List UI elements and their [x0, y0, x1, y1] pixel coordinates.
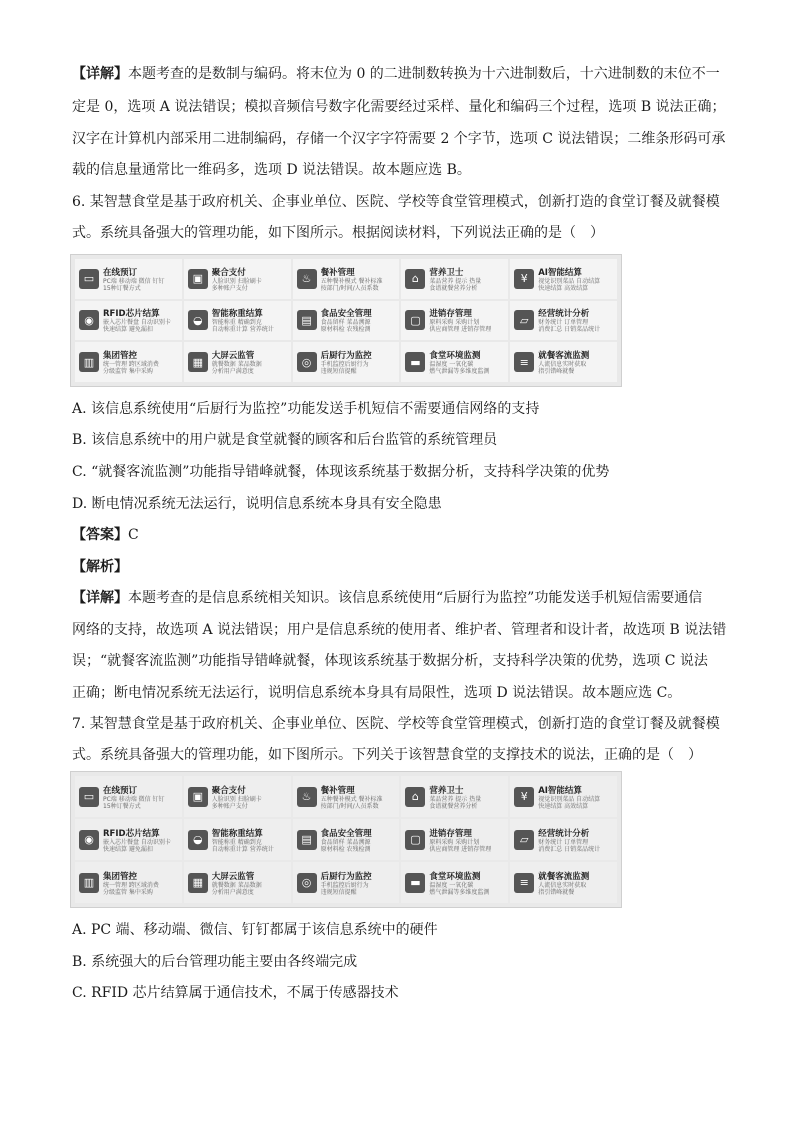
- feature-icon: ▥: [79, 352, 99, 372]
- feature-title: 就餐客流监测: [538, 351, 590, 362]
- feature-description: 就餐数据 菜品数据 分析用户满意度: [211, 361, 262, 376]
- feature-icon: ▬: [405, 352, 425, 372]
- option-c: C. “就餐客流监测”功能指导错峰就餐，体现该系统基于数据分析，支持科学决策的优势: [72, 464, 610, 480]
- feature-title: 大屏云监管: [211, 871, 255, 882]
- feature-icon: ◎: [297, 352, 317, 372]
- question-7-stem: 7. 某智慧食堂是基于政府机关、企事业单位、医院、学校等食堂管理模式，创新打造的食堂订餐及就餐模: [72, 716, 720, 732]
- feature-title: 聚合支付: [211, 785, 246, 796]
- explanation-line: 定是 0，选项 A 说法错误；模拟音频信号数字化需要经过采样、量化和编码三个过程，选项 B 说法正确；: [72, 99, 726, 115]
- feature-cell: [184, 259, 291, 299]
- feature-icon: ≡: [514, 873, 534, 893]
- feature-description: PC端 移动端 微信 钉钉 15种订餐方式: [103, 795, 165, 810]
- feature-title: 餐补管理: [320, 267, 355, 278]
- feature-description: 嵌入芯片餐盘 自动识别卡 快速结算 避免漏扣: [103, 319, 171, 334]
- feature-cell: [510, 819, 617, 860]
- feature-icon: ▣: [188, 787, 208, 807]
- explanation-line: 汉字在计算机内部采用二进制编码，存储一个汉字字符需要 2 个字节，选项 C 说法错误；二维条形码可承: [72, 131, 726, 147]
- feature-title: 智能称重结算: [211, 828, 263, 839]
- feature-icon: ▱: [514, 830, 534, 850]
- detail-line: 误；“就餐客流监测”功能指导错峰就餐，体现该系统基于数据分析，支持科学决策的优势，选项 C 说法: [72, 653, 708, 669]
- option-b: B. 系统强大的后台管理功能主要由各终端完成: [72, 954, 358, 970]
- feature-icon: ◉: [79, 310, 99, 330]
- option-a: A. 该信息系统使用“后厨行为监控”功能发送手机短信不需要通信网络的支持: [72, 401, 540, 417]
- feature-icon: ▤: [297, 830, 317, 850]
- feature-title: 在线预订: [103, 267, 138, 278]
- feature-icon: ▭: [79, 269, 99, 289]
- feature-description: 视觉识别菜品 自动结算 快速结算 高效结算: [538, 795, 601, 810]
- feature-title: 进销存管理: [429, 828, 472, 839]
- feature-cell: [293, 776, 400, 817]
- question-6-stem: 6. 某智慧食堂是基于政府机关、企事业单位、医院、学校等食堂管理模式，创新打造的食堂订餐及就餐模: [72, 194, 720, 210]
- feature-title: AI智能结算: [538, 785, 582, 796]
- feature-cell: [510, 301, 617, 341]
- feature-description: 人脸识别 扫脸刷卡 多种账户支付: [211, 795, 262, 810]
- feature-cell: [510, 776, 617, 817]
- feature-title: 大屏云监管: [211, 351, 255, 362]
- feature-cell: [293, 301, 400, 341]
- option-b: B. 该信息系统中的用户就是食堂就餐的顾客和后台监管的系统管理员: [72, 432, 498, 448]
- feature-cell: [401, 259, 508, 299]
- feature-description: 嵌入芯片餐盘 自动识别卡 快速结算 避免漏扣: [103, 838, 171, 853]
- feature-icon: ▢: [405, 830, 425, 850]
- feature-title: 智能称重结算: [211, 309, 263, 320]
- feature-title: 集团管控: [103, 871, 138, 882]
- feature-title: AI智能结算: [538, 267, 582, 278]
- feature-description: 财务统计 订单管理 消费汇总 日销菜品统计: [538, 838, 601, 853]
- feature-cell: [184, 776, 291, 817]
- feature-description: 智能称重 精确到克 自动称重计算 营养统计: [211, 319, 274, 334]
- option-a: A. PC 端、移动端、微信、钉钉都属于该信息系统中的硬件: [72, 922, 438, 938]
- feature-description: 智能称重 精确到克 自动称重计算 营养统计: [211, 838, 274, 853]
- feature-title: 后厨行为监控: [320, 351, 372, 362]
- feature-description: 人流信息实时获取 指引错峰就餐: [538, 881, 587, 896]
- feature-icon: ⌂: [405, 787, 425, 807]
- feature-description: 视觉识别菜品 自动结算 快速结算 高效结算: [538, 277, 601, 292]
- feature-title: 进销存管理: [429, 309, 472, 320]
- feature-icon: ▥: [79, 873, 99, 893]
- feature-description: 菜品营养 提示 热量 食谱就餐营养分析: [429, 277, 482, 292]
- feature-title: 在线预订: [103, 785, 138, 796]
- feature-description: 温湿度 一氧化碳 燃气泄漏等多维度监测: [429, 881, 490, 896]
- feature-cell: [293, 342, 400, 382]
- feature-icon: ◉: [79, 830, 99, 850]
- question-6-stem: 式。系统具备强大的管理功能，如下图所示。根据阅读材料，下列说法正确的是（ ）: [72, 225, 604, 241]
- feature-description: 原料采购 采购计划 供应商管理 进销存管理: [429, 838, 492, 853]
- feature-description: 人流信息实时获取 指引错峰就餐: [538, 361, 587, 376]
- feature-title: 食品安全管理: [320, 309, 372, 320]
- answer-line: [72, 525, 722, 545]
- analysis-tag: 【解析】: [72, 559, 128, 575]
- feature-cell: [184, 819, 291, 860]
- feature-icon: ◒: [188, 830, 208, 850]
- feature-description: PC端 移动端 微信 钉钉 15种订餐方式: [103, 277, 165, 292]
- feature-description: 五种餐补模式 餐补标准 按部门/时间/人员系数: [320, 277, 383, 292]
- feature-cell: [293, 862, 400, 903]
- feature-title: 经营统计分析: [538, 828, 590, 839]
- feature-cell: [75, 862, 182, 903]
- feature-title: 就餐客流监测: [538, 871, 590, 882]
- feature-cell: [184, 862, 291, 903]
- feature-icon: ♨: [297, 787, 317, 807]
- feature-cell: [75, 259, 182, 299]
- feature-description: 人脸识别 扫脸刷卡 多种账户支付: [211, 277, 262, 292]
- feature-description: 财务统计 订单管理 消费汇总 日销菜品统计: [538, 319, 601, 334]
- feature-icon: ♨: [297, 269, 317, 289]
- feature-title: RFID芯片结算: [103, 828, 160, 839]
- feature-description: 食品留样 菜品溯源 原材料检 农残检测: [320, 319, 371, 334]
- feature-cell: [75, 342, 182, 382]
- feature-title: 营养卫士: [429, 267, 464, 278]
- feature-cell: [293, 819, 400, 860]
- feature-icon: ▭: [79, 787, 99, 807]
- option-d: D. 断电情况系统无法运行，说明信息系统本身具有安全隐患: [72, 496, 442, 512]
- feature-cell: [401, 301, 508, 341]
- answer-tag: 【答案】: [72, 527, 128, 543]
- explanation-line: 【详解】本题考查的是数制与编码。将末位为 0 的二进制数转换为十六进制数后，十六进制数的末位不一: [72, 66, 720, 82]
- feature-description: 食品留样 菜品溯源 原材料检 农残检测: [320, 838, 371, 853]
- feature-description: 就餐数据 菜品数据 分析用户满意度: [211, 881, 262, 896]
- feature-icon: ⌂: [405, 269, 425, 289]
- detail-line: 正确；断电情况系统无法运行，说明信息系统本身具有局限性，选项 D 说法错误。故本题应选 C。: [72, 685, 682, 701]
- feature-title: 聚合支付: [211, 267, 246, 278]
- feature-cell: [510, 342, 617, 382]
- feature-description: 统一管理 跨区域消费 分级监管 集中采购: [103, 361, 159, 376]
- feature-description: 温湿度 一氧化碳 燃气泄漏等多维度监测: [429, 361, 490, 376]
- feature-icon: ≡: [514, 352, 534, 372]
- feature-cell: [75, 301, 182, 341]
- feature-title: 餐补管理: [320, 785, 355, 796]
- feature-title: 后厨行为监控: [320, 871, 372, 882]
- feature-icon: ▬: [405, 873, 425, 893]
- feature-icon: ◎: [297, 873, 317, 893]
- feature-description: 原料采购 采购计划 供应商管理 进销存管理: [429, 319, 492, 334]
- feature-grid-image: [70, 771, 622, 908]
- detail-line: 【详解】本题考查的是信息系统相关知识。该信息系统使用“后厨行为监控”功能发送手机短信需要通信: [72, 590, 703, 606]
- feature-cell: [401, 776, 508, 817]
- feature-title: 集团管控: [103, 351, 138, 362]
- feature-cell: [75, 776, 182, 817]
- feature-grid-image: [70, 254, 622, 387]
- detail-tag: 【详解】: [72, 590, 128, 606]
- feature-title: 经营统计分析: [538, 309, 590, 320]
- feature-cell: [510, 862, 617, 903]
- feature-icon: ◒: [188, 310, 208, 330]
- question-7-stem: 式。系统具备强大的管理功能，如下图所示。下列关于该智慧食堂的支撑技术的说法，正确的是（ ）: [72, 747, 702, 763]
- feature-description: 统一管理 跨区域消费 分级监管 集中采购: [103, 881, 159, 896]
- feature-cell: [401, 862, 508, 903]
- feature-title: 食堂环境监测: [429, 351, 481, 362]
- feature-title: 食堂环境监测: [429, 871, 481, 882]
- feature-icon: ¥: [514, 269, 534, 289]
- feature-title: 营养卫士: [429, 785, 464, 796]
- feature-cell: [510, 259, 617, 299]
- feature-icon: ▢: [405, 310, 425, 330]
- explanation-line: 载的信息量通常比一维码多，选项 D 说法错误。故本题应选 B。: [72, 162, 471, 178]
- option-c: C. RFID 芯片结算属于通信技术，不属于传感器技术: [72, 985, 399, 1001]
- answer-value: C: [128, 527, 139, 543]
- feature-cell: [75, 819, 182, 860]
- feature-cell: [293, 259, 400, 299]
- feature-cell: [184, 342, 291, 382]
- feature-cell: [401, 342, 508, 382]
- feature-icon: ▦: [188, 873, 208, 893]
- feature-cell: [401, 819, 508, 860]
- feature-icon: ▦: [188, 352, 208, 372]
- detail-line: 网络的支持，故选项 A 说法错误；用户是信息系统的使用者、维护者、管理者和设计者，故选项 B 说法错: [72, 622, 727, 638]
- feature-icon: ▣: [188, 269, 208, 289]
- feature-icon: ¥: [514, 787, 534, 807]
- feature-icon: ▤: [297, 310, 317, 330]
- feature-description: 五种餐补模式 餐补标准 按部门/时间/人员系数: [320, 795, 383, 810]
- feature-title: 食品安全管理: [320, 828, 372, 839]
- feature-description: 手机监控后厨行为 违规短信提醒: [320, 361, 369, 376]
- feature-description: 菜品营养 提示 热量 食谱就餐营养分析: [429, 795, 482, 810]
- detail-tag: 【详解】: [72, 66, 128, 82]
- feature-cell: [184, 301, 291, 341]
- feature-description: 手机监控后厨行为 违规短信提醒: [320, 881, 369, 896]
- feature-icon: ▱: [514, 310, 534, 330]
- feature-title: RFID芯片结算: [103, 309, 160, 320]
